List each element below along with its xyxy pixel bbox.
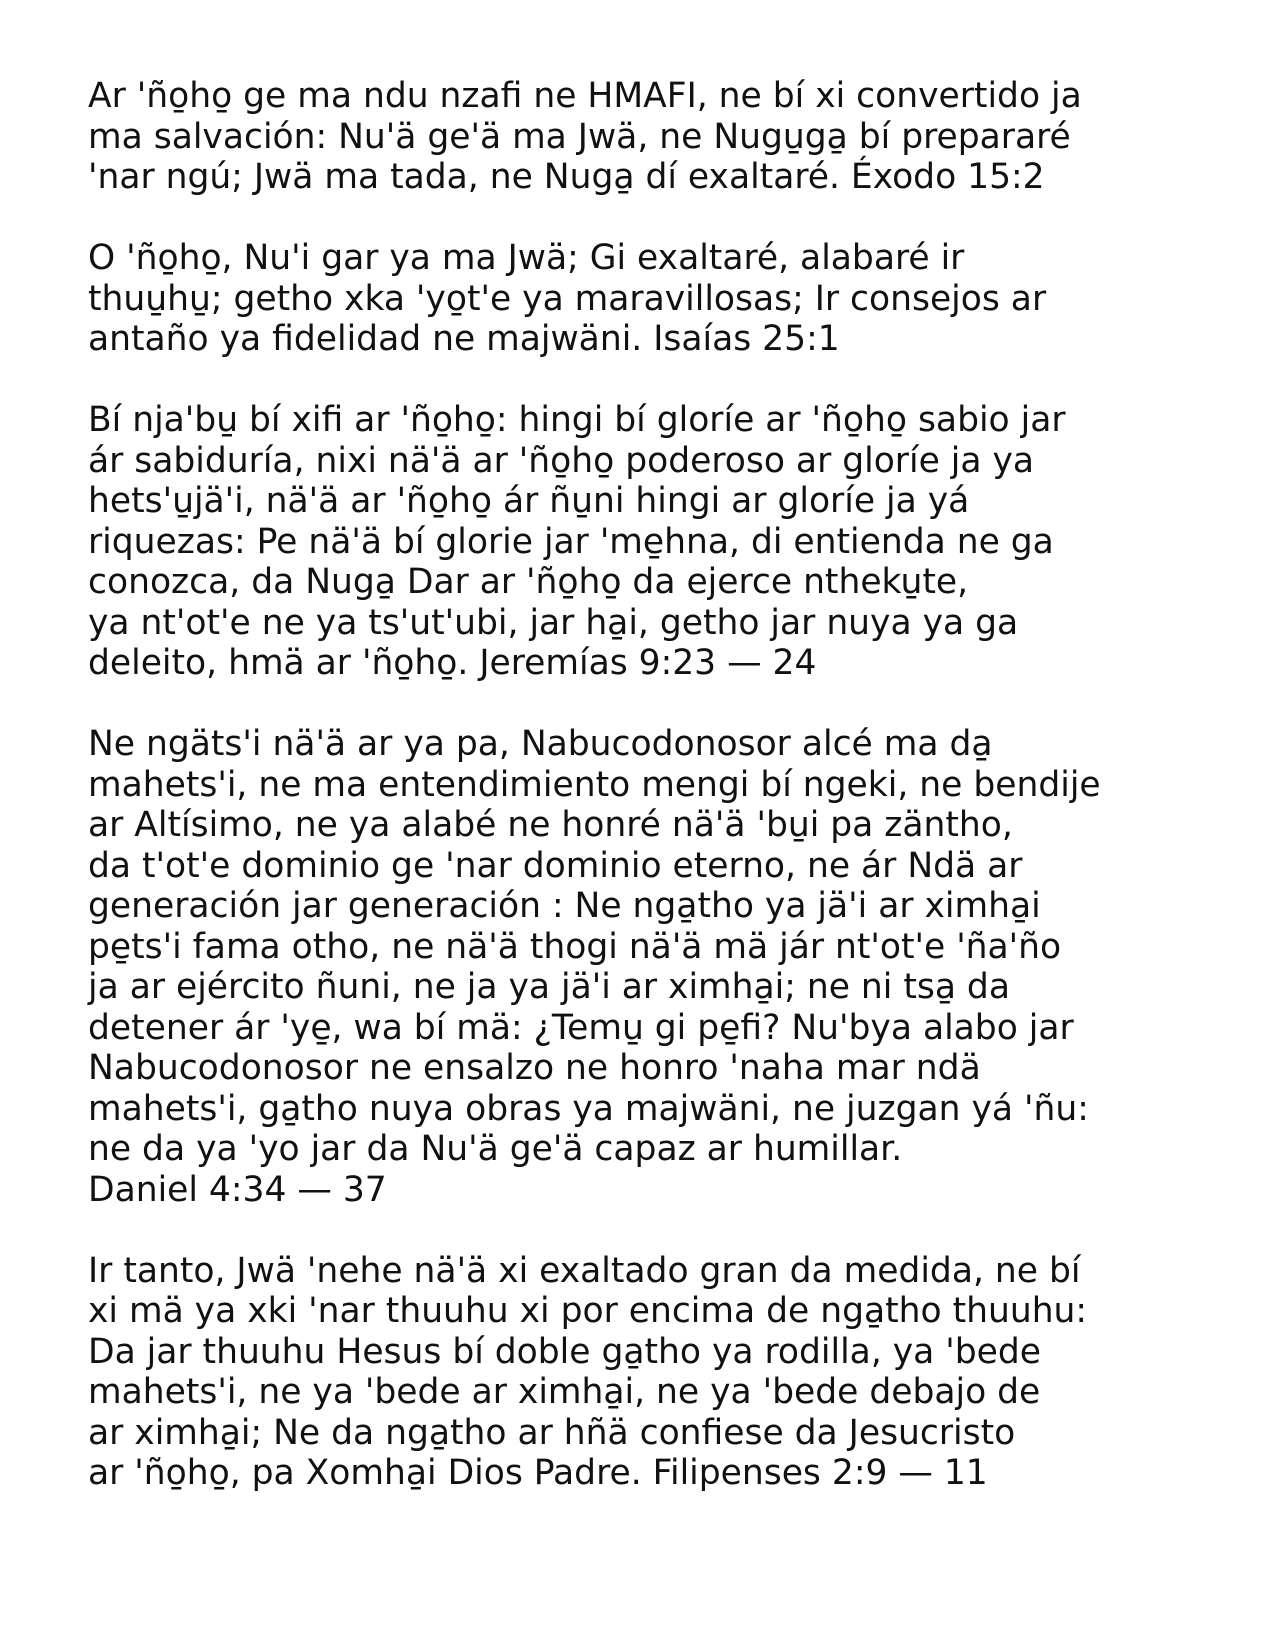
text-line: ja ar ejército ñuni, ne ja ya jä'i ar ximha̱i; ne ni tsa̱ da [88,967,1010,1007]
text-line: thuu̱hu̱; getho xka 'yo̱t'e ya maravillosas; Ir consejos ar [88,278,1047,319]
text-line: Nabucodonosor ne ensalzo ne honro 'naha mar ndä [88,1048,981,1088]
text-line: generación jar generación : Ne nga̱tho ya jä'i ar ximha̱i [88,886,1041,926]
text-line: mahets'i, ne ya 'bede ar ximha̱i, ne ya 'bede debajo de [88,1372,1041,1412]
text-line: Ir tanto, Jwä 'nehe nä'ä xi exaltado gran da medida, ne bí [88,1250,1081,1291]
document-page [88,76,1238,1534]
text-line: Da jar thuuhu Hesus bí doble ga̱tho ya rodilla, ya 'bede [88,1331,1042,1372]
text-line: riquezas: Pe nä'ä bí glorie jar 'me̱hna, di entienda ne ga [88,521,1054,562]
passage-isaias [88,238,1238,360]
text-line: O 'ño̱ho̱, Nu'i gar ya ma Jwä; Gi exaltaré, alabaré ir [88,238,965,278]
text-line: Ne ngäts'i nä'ä ar ya pa, Nabucodonosor alcé ma da̱ [88,724,993,764]
text-line: Bí nja'bu̱ bí xifi ar 'ño̱ho̱: hingi bí gloríe ar 'ño̱ho̱ sabio jar [88,400,1066,440]
text-line: ne da ya 'yo jar da Nu'ä ge'ä capaz ar humillar. [88,1129,903,1169]
text-line: ar ximha̱i; Ne da nga̱tho ar hñä confiese da Jesucristo [88,1412,1016,1453]
text-line: ya nt'ot'e ne ya ts'ut'ubi, jar ha̱i, getho jar nuya ya ga [88,602,1019,643]
text-line: detener ár 'ye̱, wa bí mä: ¿Temu̱ gi pe̱fi? Nu'bya alabo jar [88,1007,1074,1048]
text-line: 'nar ngú; Jwä ma tada, ne Nuga̱ dí exaltaré. Éxodo 15:2 [88,157,1045,197]
text-line: Ar 'ño̱ho̱ ge ma ndu nzafi ne HMAFI, ne bí xi convertido ja [88,76,1082,116]
text-line: ár sabiduría, nixi nä'ä ar 'ño̱ho̱ poderoso ar gloríe ja ya [88,440,1035,481]
passage-jeremias [88,400,1238,684]
text-line: deleito, hmä ar 'ño̱ho̱. Jeremías 9:23 — 24 [88,643,817,683]
passage-daniel [88,724,1238,1210]
text-line: pe̱ts'i fama otho, ne nä'ä thogi nä'ä mä jár nt'ot'e 'ña'ño [88,926,1062,967]
text-line: Daniel 4:34 — 37 [88,1169,387,1210]
text-line: da t'ot'e dominio ge 'nar dominio eterno, ne ár Ndä ar [88,845,1023,886]
text-line: antaño ya fidelidad ne majwäni. Isaías 25:1 [88,319,840,359]
text-line: xi mä ya xki 'nar thuuhu xi por encima de nga̱tho thuuhu: [88,1291,1088,1331]
passage-exodo [88,76,1238,198]
passage-filipenses [88,1251,1238,1494]
text-line: ar Altísimo, ne ya alabé ne honré nä'ä 'bu̱i pa zäntho, [88,805,1013,845]
text-line: ar 'ño̱ho̱, pa Xomha̱i Dios Padre. Filipenses 2:9 — 11 [88,1453,988,1493]
text-line: conozca, da Nuga̱ Dar ar 'ño̱ho̱ da ejerce ntheku̱te, [88,562,969,602]
text-line: mahets'i, ne ma entendimiento mengi bí ngeki, ne bendije [88,764,1101,805]
text-line: hets'u̱jä'i, nä'ä ar 'ño̱ho̱ ár ñu̱ni hingi ar gloríe ja yá [88,481,970,521]
text-line: ma salvación: Nu'ä ge'ä ma Jwä, ne Nugu̱ga̱ bí prepararé [88,116,1071,157]
text-line: mahets'i, ga̱tho nuya obras ya majwäni, ne juzgan yá 'ñu: [88,1088,1089,1129]
